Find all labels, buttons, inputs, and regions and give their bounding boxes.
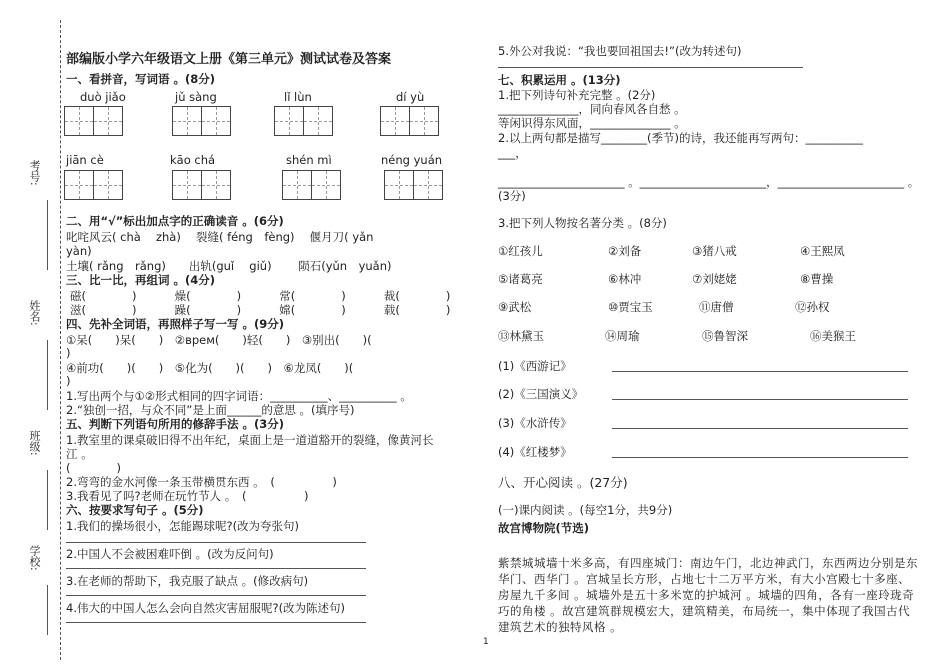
section3-heading: 三、比一比，再组词 。(4分) (66, 273, 216, 287)
section5-q2: 2.弯弯的金水河像一条玉带横贯东西 。 ( ) (66, 475, 337, 489)
char-box-8[interactable] (384, 170, 442, 200)
answer-line-q1[interactable] (66, 542, 366, 543)
section7-q1: 1.把下列诗句补充完整 。(2分) (498, 88, 656, 102)
book-4: (4)《红楼梦》 (498, 445, 572, 459)
section7-q3: 3.把下列人物按名著分类 。(8分) (498, 216, 667, 230)
section1-heading: 一、看拼音，写词语 。(8分) (66, 72, 216, 86)
book-2-answer-line[interactable] (612, 399, 908, 400)
section5-q3: 3.我看见了吗?老师在玩竹节人 。 ( ) (66, 489, 309, 503)
exam-number-line (47, 200, 48, 270)
section4-line2: ④前功( )( ) ⑤化为( )( ) ⑥龙凤( )( (66, 361, 377, 375)
person-5: ⑤诸葛亮 (498, 272, 543, 286)
section4-q1: 1.写出两个与①②形式相同的四字词语：__________、__________ 。 (66, 389, 412, 403)
section7-q1a: ______________，同向春风各自愁 。 (498, 102, 686, 116)
school-line (47, 585, 48, 635)
person-8: ⑧曹操 (800, 272, 834, 286)
person-11: ⑪唐僧 (699, 300, 734, 314)
person-10: ⑩贾宝玉 (608, 300, 653, 314)
person-4: ④王熙凤 (800, 244, 845, 258)
person-16: ⑯美猴王 (810, 329, 856, 343)
section6-q5: 5.外公对我说：“我也要回祖国去!”(改为转述句) (498, 44, 742, 58)
name-label: 姓名: (28, 300, 41, 326)
book-2: (2)《三国演义》 (498, 387, 584, 401)
class-line (47, 470, 48, 530)
class-label: 班级: (28, 430, 41, 456)
section7-q2: 2.以上两句都是描写________(季节)的诗，我还能再写两句：__________ (498, 131, 863, 145)
reading-paragraph: 紫禁城城墙十米多高，有四座城门：南边午门，北边神武门，东西两边分别是东华门、西华门 。宫城呈长方形，占地七十二万平方米，有大小宫殿七十多座、房屋九千多间 。城墙外是五十多米宽的护城河 。城墙的四角，各有一座玲珑奇巧的角楼 。故宫建筑群规模宏大，建筑精美，布局统一，集中体现了我国古代建筑艺术的独特风格 。 (498, 556, 918, 634)
char-box-7[interactable] (282, 170, 340, 200)
book-4-answer-line[interactable] (612, 457, 908, 458)
person-2: ②刘备 (608, 244, 642, 258)
section6-q3: 3.在老师的帮助下，我克服了缺点 。(修改病句) (66, 574, 309, 588)
book-3: (3)《水浒传》 (498, 416, 572, 430)
name-line (47, 340, 48, 410)
person-15: ⑮鲁智深 (702, 329, 748, 343)
document-title: 部编版小学六年级语文上册《第三单元》测试试卷及答案 (66, 52, 392, 67)
section5-q1b: 江 。 (66, 447, 93, 461)
person-14: ⑭周瑜 (605, 329, 640, 343)
binding-margin (0, 0, 60, 671)
section4-line1: ①呆( )呆( ) ②врем( )轻( ) ③别出( )( (66, 333, 395, 347)
section2-heading: 二、用“√”标出加点字的正确读音 。(6分) (66, 214, 284, 228)
answer-line-q3[interactable] (66, 595, 366, 596)
section8-heading: 八、开心阅读 。(27分) (498, 475, 628, 490)
section4-q2: 2.“独创一招，与众不同”是上面______的意思 。(填序号) (66, 403, 355, 417)
section6-q2: 2.中国人不会被困难吓倒 。(改为反问句) (66, 547, 274, 561)
section8-sub: (一)课内阅读 。(每空1分，共9分) (498, 503, 673, 517)
section3-line2: 滋( ) 躁( ) 嫦( ) 载( ) (70, 303, 451, 317)
section6-q1: 1.我们的操场很小，怎能踢球呢?(改为夸张句) (66, 519, 300, 533)
char-box-3[interactable] (274, 106, 332, 136)
pinyin-2: jǔ sàng (175, 90, 217, 104)
pinyin-5: jiān cè (66, 153, 104, 167)
binding-dashed-line (60, 20, 61, 660)
pinyin-4: dí yù (396, 90, 425, 104)
section5-q1: 1.教室里的课桌破旧得不出年纪，桌面上是一道道豁开的裂缝，像黄河长 (66, 433, 434, 447)
person-1: ①红孩儿 (498, 244, 543, 258)
pinyin-3: lǐ lùn (284, 90, 312, 104)
section6-heading: 六、按要求写句子 。(5分) (66, 503, 204, 517)
pinyin-1: duò jiǎo (80, 90, 126, 104)
pinyin-8: néng yuán (381, 153, 443, 167)
section4-line2b: ) (66, 374, 71, 388)
char-box-2[interactable] (172, 106, 230, 136)
section2-line3: 土壤( rǎng rǎng) 出轨(guǐ giǔ) 陨石(yǔn yuǎn) (66, 259, 392, 273)
book-1: (1)《西游记》 (498, 359, 572, 373)
person-12: ⑫孙权 (795, 300, 830, 314)
section2-line1: 叱咤风云( chà zhà) 裂缝( féng fèng) 偃月刀( yǎn (66, 230, 374, 244)
section7-heading: 七、积累运用 。(13分) (498, 73, 621, 87)
answer-line-q2[interactable] (66, 568, 366, 569)
section5-q1c: ( ) (66, 461, 121, 475)
section4-line1b: ) (66, 346, 71, 360)
reading-title: 故宫博物院(节选) (498, 521, 590, 535)
section4-heading: 四、先补全词语，再照样子写一写 。(9分) (66, 317, 285, 331)
section2-line2: yàn) (66, 244, 92, 258)
page-number: 1 (483, 637, 489, 647)
char-box-4[interactable] (380, 106, 438, 136)
answer-line-q5[interactable] (498, 67, 803, 68)
pinyin-6: kāo chá (170, 153, 216, 167)
pinyin-7: shén mì (286, 153, 332, 167)
book-1-answer-line[interactable] (612, 371, 908, 372)
section7-q2d: (3分) (498, 189, 526, 203)
school-label: 学校: (28, 545, 41, 571)
section7-q2b: ___， (498, 146, 527, 160)
char-box-1[interactable] (64, 106, 122, 136)
char-box-6[interactable] (172, 170, 230, 200)
char-box-5[interactable] (64, 170, 122, 200)
person-7: ⑦刘姥姥 (692, 272, 737, 286)
person-9: ⑨武松 (498, 300, 532, 314)
person-13: ⑬林黛玉 (498, 329, 544, 343)
section3-line1: 磁( ) 燥( ) 常( ) 裁( ) (70, 289, 451, 303)
section7-q1b: 等闲识得东风面，______________ 。 (498, 116, 686, 130)
answer-line-q4[interactable] (66, 622, 366, 623)
book-3-answer-line[interactable] (612, 428, 908, 429)
section7-q2c: ______________________ 。______________________，______________________ 。 (498, 175, 920, 189)
exam-number-label: 考号: (28, 160, 41, 186)
person-3: ③猪八戒 (692, 244, 737, 258)
section6-q4: 4.伟大的中国人怎么会向自然灾害屈服呢?(改为陈述句) (66, 601, 346, 615)
person-6: ⑥林冲 (608, 272, 642, 286)
section5-heading: 五、判断下列语句所用的修辞手法 。(3分) (66, 417, 285, 431)
